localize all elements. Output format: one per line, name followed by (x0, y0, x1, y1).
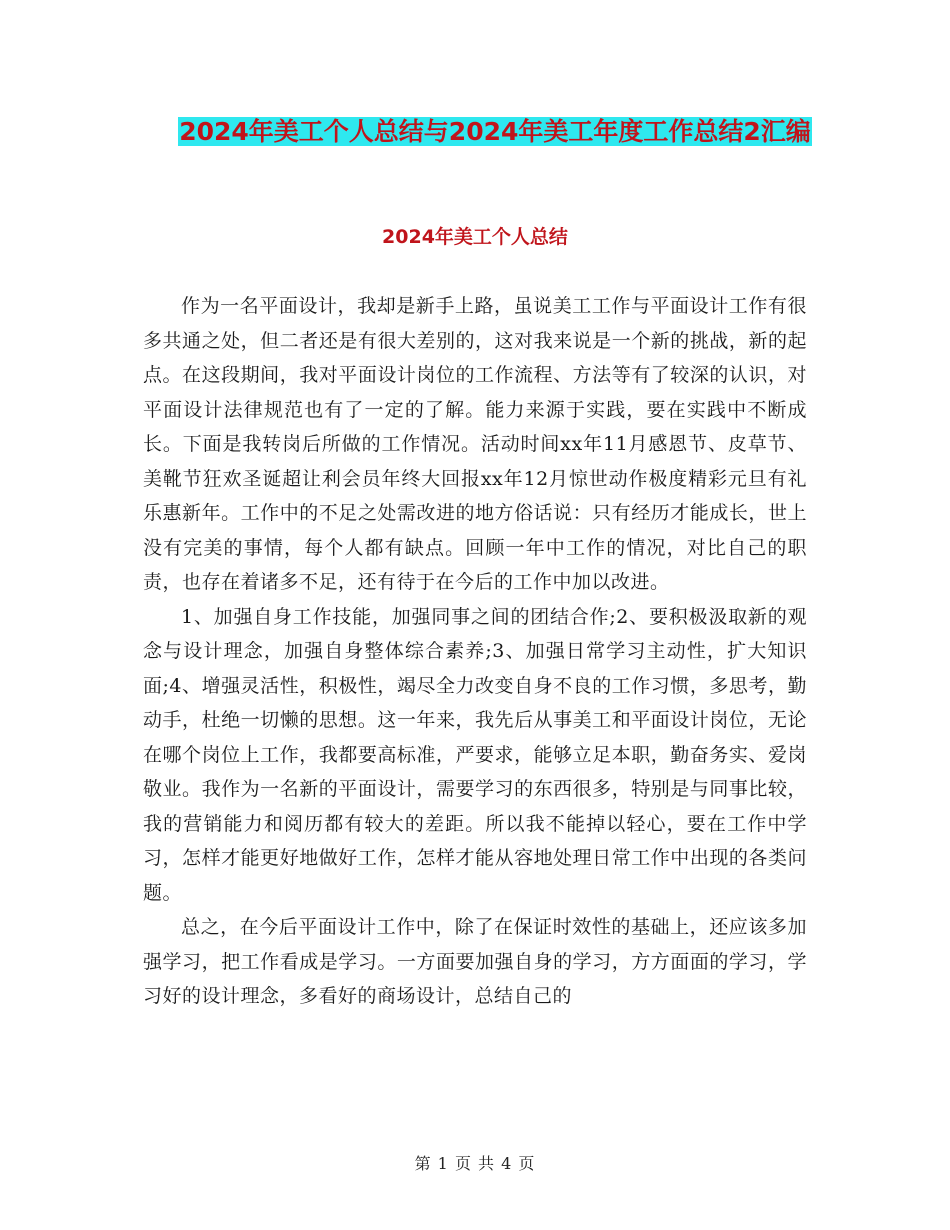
section-title: 2024年美工个人总结 (382, 226, 568, 248)
paragraph-3: 总之，在今后平面设计工作中，除了在保证时效性的基础上，还应该多加强学习，把工作看成是学习。一方面要加强自身的学习，方方面面的学习，学习好的设计理念，多看好的商场设计，总结自己的 (143, 916, 807, 1007)
document-title (150, 112, 840, 152)
paragraph-1: 作为一名平面设计，我却是新手上路，虽说美工工作与平面设计工作有很多共通之处，但二者还是有很大差别的，这对我来说是一个新的挑战，新的起点。在这段期间，我对平面设计岗位的工作流程、方法等有了较深的认识，对平面设计法律规范也有了一定的了解。能力来源于实践，要在实践中不断成长。下面是我转岗后所做的工作情况。活动时间xx年11月感恩节、皮草节、美靴节狂欢圣诞超让利会员年终大回报xx年12月惊世动作极度精彩元旦有礼乐惠新年。工作中的不足之处需改进的地方俗话说：只有经历才能成长，世上没有完美的事情，每个人都有缺点。回顾一年中工作的情况，对比自己的职责，也存在着诸多不足，还有待于在今后的工作中加以改进。 (143, 295, 807, 593)
page-footer: 第 1 页 共 4 页 (414, 1154, 536, 1173)
paragraph-2: 1、加强自身工作技能，加强同事之间的团结合作;2、要积极汲取新的观念与设计理念，加强自身整体综合素养;3、加强日常学习主动性，扩大知识面;4、增强灵活性，积极性，竭尽全力改变自身不良的工作习惯，多思考，勤动手，杜绝一切懒的思想。这一年来，我先后从事美工和平面设计岗位，无论在哪个岗位上工作，我都要高标准，严要求，能够立足本职，勤奋务实、爱岗敬业。我作为一名新的平面设计，需要学习的东西很多，特别是与同事比较，我的营销能力和阅历都有较大的差距。所以我不能掉以轻心，要在工作中学习，怎样才能更好地做好工作，怎样才能从容地处理日常工作中出现的各类问题。 (143, 605, 807, 904)
document-title-text: 2024年美工个人总结与2024年美工年度工作总结2汇编 (179, 117, 811, 146)
document-body (143, 289, 807, 1014)
